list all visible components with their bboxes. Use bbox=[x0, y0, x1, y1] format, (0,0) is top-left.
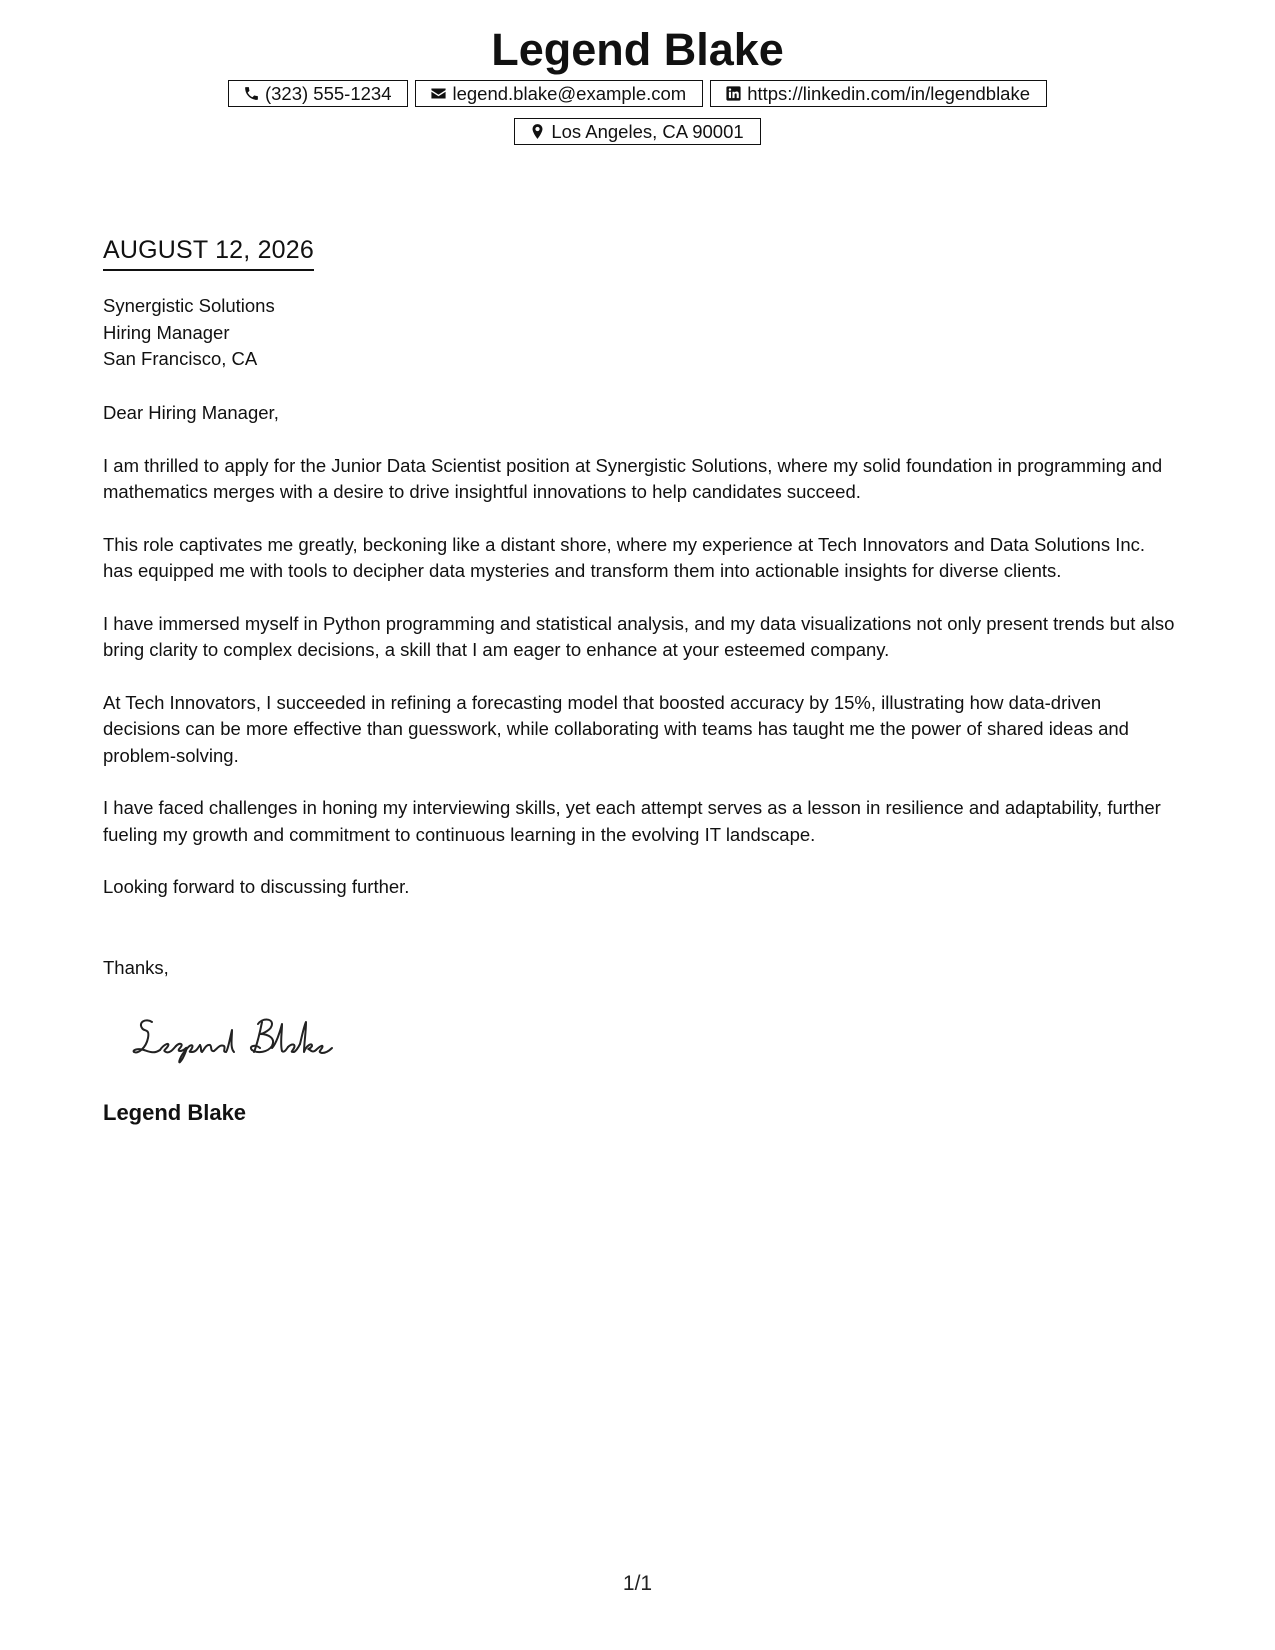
envelope-icon bbox=[430, 85, 447, 102]
page-number: 1/1 bbox=[622, 1572, 653, 1595]
applicant-name-heading: Legend Blake bbox=[491, 24, 784, 75]
location-chip bbox=[514, 118, 760, 145]
body-paragraph: I am thrilled to apply for the Junior Data Scientist position at Synergistic Solutions, where my solid foundation in programming and mathematics merges with a desire to drive insightful innovations to help candidates succeed. bbox=[103, 454, 1163, 502]
contact-row bbox=[0, 80, 1275, 107]
body-paragraph: Looking forward to discussing further. bbox=[103, 876, 410, 897]
body-paragraph: I have immersed myself in Python programming and statistical analysis, and my data visualizations not only present trends but also bring clarity to complex decisions, a skill that I am eager to enhance at your esteemed company. bbox=[103, 612, 1175, 660]
contact-row bbox=[0, 118, 1275, 145]
phone-chip bbox=[228, 80, 409, 107]
email-chip[interactable] bbox=[415, 80, 703, 107]
handwritten-signature bbox=[130, 1008, 340, 1068]
map-marker-icon bbox=[529, 123, 546, 140]
linkedin-chip[interactable] bbox=[710, 80, 1047, 107]
linkedin-text: https://linkedin.com/in/legendblake bbox=[747, 83, 1031, 104]
phone-icon bbox=[243, 85, 260, 102]
body-paragraph: I have faced challenges in honing my interviewing skills, yet each attempt serves as a lesson in resilience and adaptability, further fueling my growth and commitment to continuous learning in the evolving IT landscape. bbox=[103, 797, 1161, 845]
location-text: Los Angeles, CA 90001 bbox=[551, 121, 744, 142]
recipient-title: Hiring Manager bbox=[103, 321, 230, 343]
recipient-company: Synergistic Solutions bbox=[103, 295, 275, 316]
letter-date: AUGUST 12, 2026 bbox=[103, 233, 314, 271]
body-paragraph: At Tech Innovators, I succeeded in refining a forecasting model that boosted accuracy by 15%, illustrating how data-driven decisions can be more effective than guesswork, while collaborating with teams has taught me the power of shared ideas and problem-solving. bbox=[103, 691, 1129, 766]
body-paragraph: This role captivates me greatly, beckoning like a distant shore, where my experience at Tech Innovators and Data Solutions Inc. has equipped me with tools to decipher data mysteries and transform them into actionable insights for diverse clients. bbox=[103, 533, 1146, 581]
recipient-block bbox=[103, 293, 275, 373]
email-text: legend.blake@example.com bbox=[452, 83, 687, 104]
closing: Thanks, bbox=[103, 957, 169, 978]
recipient-location: San Francisco, CA bbox=[103, 348, 258, 369]
salutation: Dear Hiring Manager, bbox=[103, 402, 279, 423]
linkedin-icon bbox=[725, 85, 742, 102]
phone-text: (323) 555-1234 bbox=[264, 83, 392, 104]
letter-body bbox=[103, 400, 1178, 927]
signer-name: Legend Blake bbox=[103, 1100, 247, 1125]
